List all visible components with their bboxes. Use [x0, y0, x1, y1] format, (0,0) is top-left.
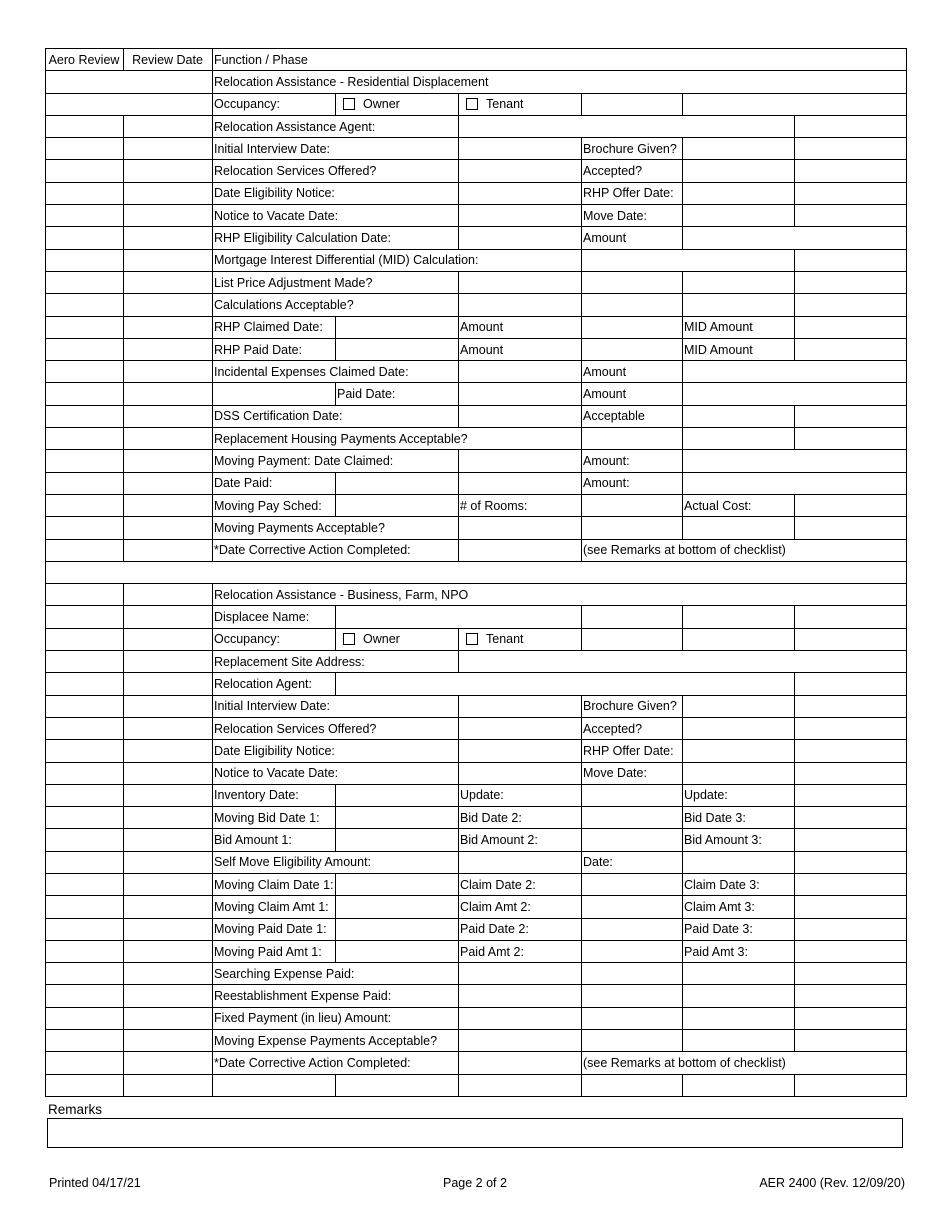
table-row — [46, 271, 907, 293]
field-label: Relocation Agent: — [213, 673, 336, 695]
field-label: List Price Adjustment Made? — [213, 271, 459, 293]
field-label: Actual Cost: — [683, 494, 795, 516]
table-row — [46, 405, 907, 427]
table-row — [46, 383, 907, 405]
field-label: Occupancy: — [213, 628, 336, 650]
field-label: Paid Date: — [336, 383, 459, 405]
tenant-checkbox[interactable] — [466, 633, 478, 645]
header-row — [46, 49, 907, 71]
field-label: Bid Date 2: — [459, 807, 582, 829]
field-label: Mortgage Interest Differential (MID) Calculation: — [213, 249, 582, 271]
page-number: Page 2 of 2 — [443, 1176, 507, 1190]
field-label: Bid Amount 1: — [213, 829, 336, 851]
table-row — [46, 896, 907, 918]
field-label: Amount — [582, 383, 683, 405]
field-label: Claim Date 3: — [683, 873, 795, 895]
remarks-field[interactable] — [47, 1118, 903, 1148]
field-label: Update: — [459, 784, 582, 806]
table-row — [46, 695, 907, 717]
table-row — [46, 807, 907, 829]
field-label: Moving Pay Sched: — [213, 494, 336, 516]
owner-option[interactable]: Owner — [336, 628, 459, 650]
field-label: Paid Amt 3: — [683, 940, 795, 962]
table-row — [46, 494, 907, 516]
field-label: DSS Certification Date: — [213, 405, 459, 427]
table-row — [46, 784, 907, 806]
table-row — [46, 472, 907, 494]
field-label: Replacement Site Address: — [213, 651, 459, 673]
field-label: Amount — [582, 361, 683, 383]
table-row — [46, 1007, 907, 1029]
field-label: Searching Expense Paid: — [213, 963, 459, 985]
field-label: Notice to Vacate Date: — [213, 205, 459, 227]
field-label: Bid Amount 3: — [683, 829, 795, 851]
field-label: Date Paid: — [213, 472, 336, 494]
field-label: Moving Bid Date 1: — [213, 807, 336, 829]
owner-checkbox[interactable] — [343, 633, 355, 645]
field-label: Paid Amt 2: — [459, 940, 582, 962]
field-label: Paid Date 2: — [459, 918, 582, 940]
field-label: Moving Expense Payments Acceptable? — [213, 1030, 459, 1052]
table-row — [46, 1030, 907, 1052]
field-label: Date Eligibility Notice: — [213, 182, 459, 204]
field-label: Fixed Payment (in lieu) Amount: — [213, 1007, 459, 1029]
field-label: Inventory Date: — [213, 784, 336, 806]
see-remarks-note: (see Remarks at bottom of checklist) — [582, 539, 907, 561]
table-row — [46, 717, 907, 739]
field-label: Self Move Eligibility Amount: — [213, 851, 459, 873]
table-row — [46, 918, 907, 940]
function-phase-header: Function / Phase — [213, 49, 907, 71]
field-label: MID Amount — [683, 316, 795, 338]
field-label: Amount — [582, 227, 683, 249]
field-label: Move Date: — [582, 762, 683, 784]
table-row — [46, 115, 907, 137]
table-row — [46, 316, 907, 338]
field-label: MID Amount — [683, 338, 795, 360]
table-row — [46, 361, 907, 383]
field-label: Occupancy: — [213, 93, 336, 115]
field-label: Bid Date 3: — [683, 807, 795, 829]
table-row — [46, 740, 907, 762]
field-label: Calculations Acceptable? — [213, 294, 459, 316]
field-label: Moving Payments Acceptable? — [213, 517, 459, 539]
field-label: Moving Claim Date 1: — [213, 873, 336, 895]
table-row — [46, 851, 907, 873]
table-row — [46, 249, 907, 271]
table-row — [46, 227, 907, 249]
field-label: Amount — [459, 316, 582, 338]
field-label: Paid Date 3: — [683, 918, 795, 940]
table-row — [46, 93, 907, 115]
field-label: Brochure Given? — [582, 138, 683, 160]
table-row — [46, 294, 907, 316]
field-label: Move Date: — [582, 205, 683, 227]
table-row — [46, 963, 907, 985]
table-row — [46, 428, 907, 450]
tenant-checkbox[interactable] — [466, 98, 478, 110]
field-label: Reestablishment Expense Paid: — [213, 985, 459, 1007]
field-label: Initial Interview Date: — [213, 695, 459, 717]
field-label: Moving Paid Amt 1: — [213, 940, 336, 962]
field-label: Replacement Housing Payments Acceptable? — [213, 428, 582, 450]
remarks-label: Remarks — [48, 1102, 103, 1117]
field-label: Claim Amt 2: — [459, 896, 582, 918]
field-label: Acceptable — [582, 405, 683, 427]
printed-date: Printed 04/17/21 — [49, 1176, 141, 1190]
field-label: Bid Amount 2: — [459, 829, 582, 851]
field-label: RHP Eligibility Calculation Date: — [213, 227, 459, 249]
field-label: Relocation Services Offered? — [213, 717, 459, 739]
field-label: *Date Corrective Action Completed: — [213, 1052, 459, 1074]
field-label: Amount: — [582, 472, 683, 494]
field-label: Incidental Expenses Claimed Date: — [213, 361, 459, 383]
see-remarks-note: (see Remarks at bottom of checklist) — [582, 1052, 907, 1074]
field-label: Amount — [459, 338, 582, 360]
table-row — [46, 450, 907, 472]
field-label: Relocation Assistance Agent: — [213, 115, 459, 137]
owner-checkbox[interactable] — [343, 98, 355, 110]
tenant-option[interactable]: Tenant — [459, 93, 582, 115]
field-label: RHP Paid Date: — [213, 338, 336, 360]
field-label: Date Eligibility Notice: — [213, 740, 459, 762]
field-label: Initial Interview Date: — [213, 138, 459, 160]
review-date-header: Review Date — [124, 49, 213, 71]
field-label: RHP Claimed Date: — [213, 316, 336, 338]
table-row — [46, 584, 907, 606]
field-label: Claim Amt 3: — [683, 896, 795, 918]
table-row — [46, 628, 907, 650]
table-row — [46, 517, 907, 539]
field-label: Moving Paid Date 1: — [213, 918, 336, 940]
field-label: *Date Corrective Action Completed: — [213, 539, 459, 561]
field-label: Relocation Services Offered? — [213, 160, 459, 182]
field-label: Moving Claim Amt 1: — [213, 896, 336, 918]
aero-review-header: Aero Review — [46, 49, 124, 71]
field-label: # of Rooms: — [459, 494, 582, 516]
table-row — [46, 182, 907, 204]
spacer-row — [46, 561, 907, 583]
table-row — [46, 985, 907, 1007]
table-row — [46, 606, 907, 628]
table-row — [46, 71, 907, 93]
field-label: Amount: — [582, 450, 683, 472]
field-label: Brochure Given? — [582, 695, 683, 717]
field-label: Date: — [582, 851, 683, 873]
section-title: Relocation Assistance - Business, Farm, NPO — [213, 584, 907, 606]
table-row — [46, 651, 907, 673]
tenant-option[interactable]: Tenant — [459, 628, 582, 650]
table-row — [46, 539, 907, 561]
field-label: Displacee Name: — [213, 606, 336, 628]
form-number: AER 2400 (Rev. 12/09/20) — [759, 1176, 905, 1190]
field-label: RHP Offer Date: — [582, 740, 683, 762]
field-label: Claim Date 2: — [459, 873, 582, 895]
table-row — [46, 873, 907, 895]
table-row — [46, 762, 907, 784]
field-label: Update: — [683, 784, 795, 806]
owner-option[interactable]: Owner — [336, 93, 459, 115]
table-row — [46, 1052, 907, 1074]
table-row — [46, 829, 907, 851]
section-title: Relocation Assistance - Residential Displacement — [213, 71, 907, 93]
table-row — [46, 338, 907, 360]
table-row — [46, 205, 907, 227]
field-label: RHP Offer Date: — [582, 182, 683, 204]
field-label: Moving Payment: Date Claimed: — [213, 450, 459, 472]
field-label: Notice to Vacate Date: — [213, 762, 459, 784]
table-row — [46, 940, 907, 962]
table-row — [46, 1074, 907, 1096]
table-row — [46, 138, 907, 160]
field-label: Accepted? — [582, 160, 683, 182]
checklist-table — [45, 48, 907, 1097]
table-row — [46, 160, 907, 182]
field-label: Accepted? — [582, 717, 683, 739]
table-row — [46, 673, 907, 695]
